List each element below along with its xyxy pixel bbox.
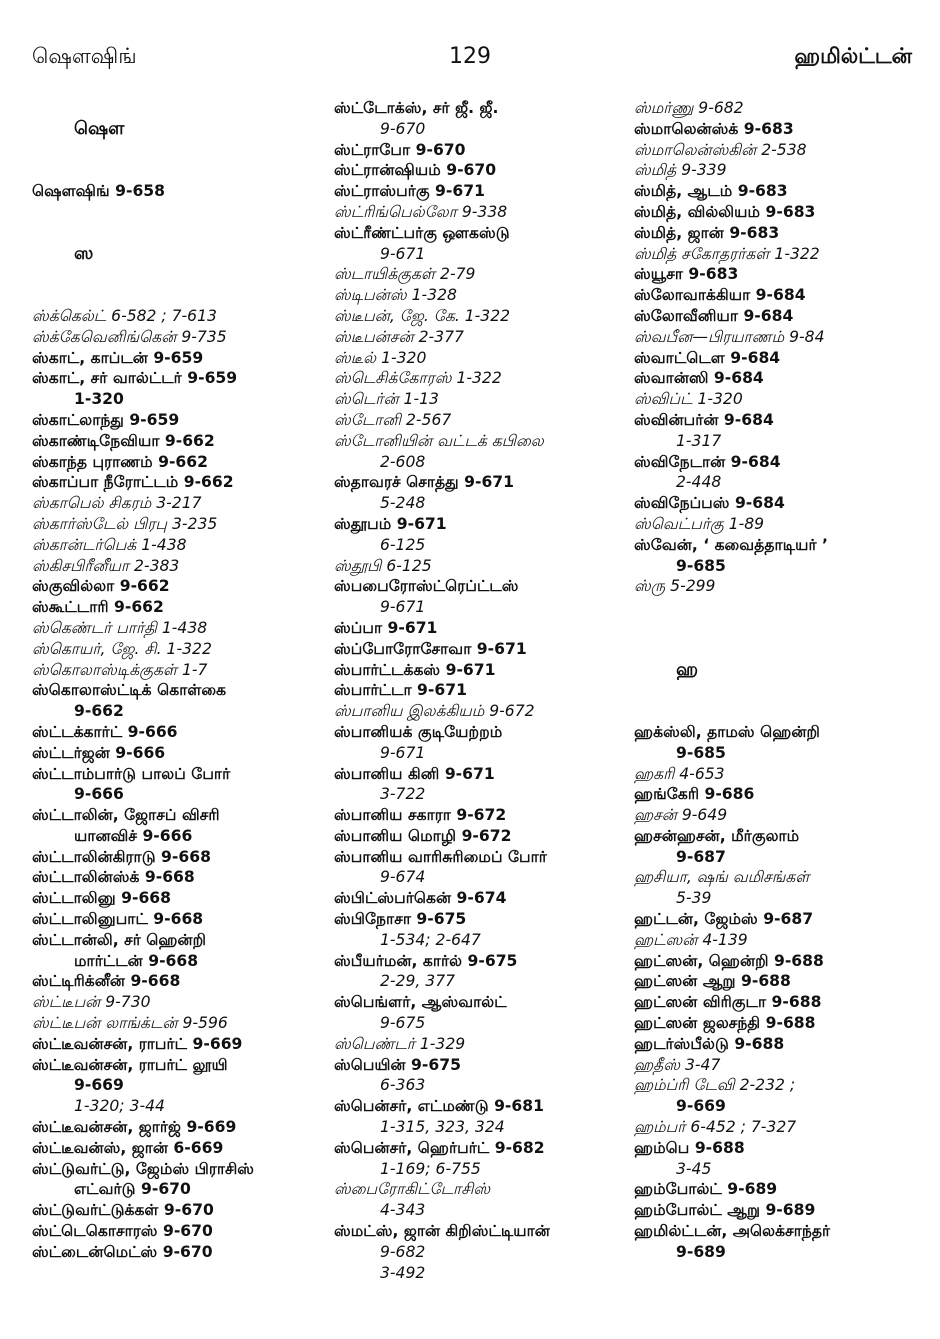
index-entry: ஸ்கெண்டர் பார்தி 1-438: [32, 618, 208, 637]
index-entry: ஸ்பென்சர், எட்மண்டு 9-681: [334, 1097, 544, 1116]
spacer: [32, 202, 327, 223]
index-entry: ஹம்பெ 9-688: [634, 1138, 745, 1157]
index-entry: ஸ்பார்ட்டக்கஸ் 9-671: [334, 660, 496, 679]
index-entry: ஸ்மித் 9-339: [634, 161, 727, 180]
spacer: [634, 680, 934, 701]
index-entry: ஸ்ட்டுவர்ட்டு, ஜேம்ஸ் பிராசிஸ்: [32, 1159, 255, 1178]
spacer: [32, 285, 327, 306]
spacer: [32, 98, 327, 119]
index-entry: ஸ்டீல் 1-320: [334, 348, 427, 367]
index-entry: ஸ்ப்பா 9-671: [334, 618, 438, 637]
index-entry: 9-671: [380, 743, 426, 762]
index-entry: ஸ்காட்லாந்து 9-659: [32, 410, 180, 429]
index-entry: எட்வர்டு 9-670: [74, 1180, 191, 1199]
index-entry: 9-674: [380, 868, 426, 887]
index-entry: ஸ்ட்ராபோ 9-670: [334, 140, 466, 159]
index-entry: 1-534; 2-647: [380, 930, 481, 949]
index-entry: 2-29, 377: [380, 972, 456, 991]
index-entry: ஸ்ப்போரோசோவா 9-671: [334, 639, 527, 658]
index-entry: ஸ்ட்ராஸ்பர்கு 9-671: [334, 182, 485, 201]
index-entry: 9-669: [74, 1076, 124, 1095]
index-entry: ஸ்ரு 5-299: [634, 577, 716, 596]
index-entry: ஸ்பானிய கினி 9-671: [334, 764, 495, 783]
index-entry: 5-39: [676, 889, 712, 908]
index-entry: ஸ்ட்டர்ஜன் 9-666: [32, 743, 166, 762]
index-entry: ஸ்மர்ணு 9-682: [634, 99, 744, 117]
index-entry: ஸ்காட், காப்டன் 9-659: [32, 348, 204, 367]
spacer: [634, 597, 934, 618]
index-entry: ஸ்பைரோகிட்டோசிஸ்: [334, 1180, 491, 1199]
index-entry: ஸ்கொலாஸ்டிக்குகள் 1-7: [32, 660, 208, 679]
index-entry: ஸ்ட்டுவர்ட்டுக்கள் 9-670: [32, 1201, 214, 1220]
index-entry: ஸ்மித் சகோதரர்கள் 1-322: [634, 244, 820, 263]
index-entry: ஹங்கேரி 9-686: [634, 785, 755, 804]
index-entry: 9-685: [676, 556, 726, 575]
index-entry: ஸ்ட்டாலின், ஜோசப் விசரி: [32, 806, 220, 825]
index-entry: ஸ்பபைரோஸ்ட்ரெப்ட்டஸ்: [334, 577, 519, 596]
index-entry: ஹக்ஸ்லி, தாமஸ் ஹென்றி: [634, 722, 820, 741]
letter-heading: ஸ: [74, 243, 94, 264]
index-entry: ஹட்டன், ஜேம்ஸ் 9-687: [634, 910, 814, 929]
index-entry: ஸ்மாலென்ஸ்க் 9-683: [634, 119, 794, 138]
index-entry: 3-722: [380, 785, 426, 804]
running-head-right: ஹமில்ட்டன்: [794, 44, 912, 68]
index-entry: ஹம்பர் 6-452 ; 7-327: [634, 1118, 797, 1137]
index-entry: ஹதீஸ் 3-47: [634, 1055, 721, 1074]
index-column-2: [334, 98, 634, 1283]
index-entry: ஸ்ட்டாலினுபாட் 9-668: [32, 910, 204, 929]
index-entry: ஸ்ட்டாலினு 9-668: [32, 889, 171, 908]
index-entry: ஸ்ட்டீவன்சன், ராபர்ட் லூயி: [32, 1055, 228, 1074]
index-entry: ஸ்க்கெல்ட் 6-582 ; 7-613: [32, 306, 217, 325]
index-entry: 1-320: [74, 390, 124, 409]
index-entry: 9-675: [380, 1014, 426, 1033]
index-entry: ஸ்குவில்லா 9-662: [32, 577, 170, 596]
index-entry: ஸ்லோவாக்கியா 9-684: [634, 286, 806, 305]
index-entry: ஸ்ட்டீவன்சன், ராபர்ட் 9-669: [32, 1034, 243, 1053]
spacer: [634, 701, 934, 722]
index-entry: ஸ்பானிய சகாரா 9-672: [334, 806, 507, 825]
index-entry: ஸ்டெசிக்கோரஸ் 1-322: [334, 369, 502, 388]
index-entry: 9-685: [676, 743, 726, 762]
index-entry: ஸ்ட்டோக்ஸ், சர் ஜீ. ஜீ.: [334, 99, 499, 117]
index-entry: ஸ்காப்பா நீரோட்டம் 9-662: [32, 473, 234, 492]
index-entry: ஹசன்ஹசன், மீர்குலாம்: [634, 826, 800, 845]
index-entry: 9-671: [380, 244, 426, 263]
index-entry: 9-670: [380, 119, 426, 138]
index-entry: ஸ்க்கேவெனிங்கென் 9-735: [32, 327, 227, 346]
index-entry: 3-492: [380, 1263, 426, 1282]
index-entry: ஹட்ஸன் ஆறு 9-688: [634, 972, 791, 991]
index-entry: ஸ்கார்ஸ்டேல் பிரபு 3-235: [32, 514, 218, 533]
index-entry: ஹடர்ஸ்பீல்டு 9-688: [634, 1034, 785, 1053]
index-entry: 6-363: [380, 1076, 426, 1095]
index-entry: ஸ்டிபன்ஸ் 1-328: [334, 286, 457, 305]
index-entry: ஹம்ப்ரி டேவி 2-232 ;: [634, 1076, 796, 1095]
index-entry: ஹசியா, ஷங் வமிசங்கள்: [634, 868, 810, 887]
index-entry: ஹட்ஸன் 4-139: [634, 930, 748, 949]
index-entry: ஸ்ட்டைன்மெட்ஸ் 9-670: [32, 1242, 213, 1261]
index-entry: 5-248: [380, 494, 426, 513]
index-entry: ஸ்லோவீனியா 9-684: [634, 306, 794, 325]
index-entry: ஸ்மித், வில்லியம் 9-683: [634, 202, 816, 221]
letter-heading: ஹ: [676, 659, 699, 680]
running-head-left: ஷௌஷிங்: [32, 44, 137, 68]
index-entry: ஸ்டீபன், ஜே. கே. 1-322: [334, 306, 511, 325]
index-entry: ஸ்ட்டாலின்கிராடு 9-668: [32, 847, 211, 866]
index-entry: ஸ்பென்சர், ஹெர்பர்ட் 9-682: [334, 1138, 545, 1157]
index-entry: ஸ்ட்டக்கார்ட் 9-666: [32, 722, 178, 741]
index-entry: ஸ்கொலாஸ்ட்டிக் கொள்கை: [32, 681, 227, 700]
index-entry: ஸ்பீயர்மன், கார்ல் 9-675: [334, 951, 518, 970]
index-entry: ஸ்ட்ரீண்ட்பர்கு ஔகஸ்டு: [334, 223, 510, 242]
index-entry: ஸ்பிட்ஸ்பர்கென் 9-674: [334, 889, 507, 908]
index-entry: ஸ்கான்டர்பெக் 1-438: [32, 535, 187, 554]
index-entry: ஹசன் 9-649: [634, 806, 728, 825]
index-entry: ஸ்காபெல் சிகரம் 3-217: [32, 494, 202, 513]
index-entry: 9-687: [676, 847, 726, 866]
index-column-3: [634, 98, 934, 1263]
index-entry: ஸ்ட்டான்லி, சர் ஹென்றி: [32, 930, 207, 949]
index-entry: 2-448: [676, 473, 722, 492]
index-entry: ஸ்மித், ஜான் 9-683: [634, 223, 780, 242]
index-entry: 1-320; 3-44: [74, 1097, 165, 1116]
index-entry: ஸ்விநேப்பஸ் 9-684: [634, 494, 785, 513]
index-entry: 9-689: [676, 1242, 726, 1261]
index-entry: ஹம்போல்ட் 9-689: [634, 1180, 778, 1199]
spacer: [634, 639, 934, 660]
spacer: [32, 160, 327, 181]
index-entry: 9-662: [74, 702, 124, 721]
index-entry: யானவிச் 9-666: [74, 826, 193, 845]
index-entry: ஸ்பானியக் குடியேற்றம்: [334, 722, 503, 741]
index-entry: ஹட்ஸன், ஹென்றி 9-688: [634, 951, 824, 970]
index-entry: ஸ்ட்டிரிக்னீன் 9-668: [32, 972, 181, 991]
index-entry: 9-666: [74, 785, 124, 804]
index-entry: ஸ்யூசா 9-683: [634, 265, 739, 284]
index-entry: ஸ்பார்ட்டா 9-671: [334, 681, 467, 700]
index-entry: மார்ட்டன் 9-668: [74, 951, 199, 970]
index-entry: ஸ்பிநோசா 9-675: [334, 910, 467, 929]
spacer: [32, 264, 327, 285]
index-entry: ஸ்கொயர், ஜே. சி. 1-322: [32, 639, 212, 658]
index-entry: ஸ்ட்டீபன் 9-730: [32, 993, 151, 1012]
index-entry: ஸ்ட்டெகொசாரஸ் 9-670: [32, 1222, 213, 1241]
index-entry: ஹகரி 4-653: [634, 764, 725, 783]
index-entry: ஸ்தூபம் 9-671: [334, 514, 447, 533]
index-entry: ஸ்வேன், ‘ கவைத்தாடியர் ’: [634, 535, 828, 554]
index-entry: ஸ்தூபி 6-125: [334, 556, 432, 575]
index-entry: ஸ்வான்ஸி 9-684: [634, 369, 764, 388]
spacer: [32, 140, 327, 161]
index-entry: 2-608: [380, 452, 426, 471]
index-entry: ஸ்மட்ஸ், ஜான் கிறிஸ்ட்டியான்: [334, 1222, 550, 1241]
spacer: [634, 618, 934, 639]
index-entry: ஸ்ட்டீவன்ஸ், ஜான் 6-669: [32, 1138, 224, 1157]
index-entry: ஸ்டெர்ன் 1-13: [334, 390, 439, 409]
index-entry: ஸ்டோனியின் வட்டக் கபிலை: [334, 431, 544, 450]
index-entry: ஸ்வாட்டௌ 9-684: [634, 348, 781, 367]
index-entry: ஷௌஷிங் 9-658: [32, 182, 166, 201]
index-entry: 1-169; 6-755: [380, 1159, 481, 1178]
index-entry: ஸ்பெயின் 9-675: [334, 1055, 461, 1074]
index-entry: ஸ்பெங்ளர், ஆஸ்வால்ட்: [334, 993, 507, 1012]
index-entry: ஹமில்ட்டன், அலெக்சாந்தர்: [634, 1222, 831, 1241]
index-entry: 4-343: [380, 1201, 426, 1220]
index-entry: 9-669: [676, 1097, 726, 1116]
index-entry: 6-125: [380, 535, 426, 554]
spacer: [32, 223, 327, 244]
index-entry: ஸ்விநேடான் 9-684: [634, 452, 781, 471]
index-entry: ஸ்ட்டீபன் லாங்க்டன் 9-596: [32, 1014, 228, 1033]
index-entry: ஸ்காந்த புராணம் 9-662: [32, 452, 208, 471]
index-entry: ஸ்ட்டாம்பார்டு பாலப் போர்: [32, 764, 231, 783]
index-entry: 9-671: [380, 598, 426, 617]
index-entry: ஸ்ட்டாலின்ஸ்க் 9-668: [32, 868, 195, 887]
index-entry: ஸ்தாவரச் சொத்து 9-671: [334, 473, 514, 492]
index-entry: ஹம்போல்ட் ஆறு 9-689: [634, 1201, 816, 1220]
index-entry: ஸ்வின்பர்ன் 9-684: [634, 410, 774, 429]
index-entry: ஸ்வபீன—பிரயாணம் 9-84: [634, 327, 825, 346]
index-entry: ஸ்காண்டிநேவியா 9-662: [32, 431, 215, 450]
index-entry: ஹட்ஸன் ஜலசந்தி 9-688: [634, 1014, 816, 1033]
index-entry: ஸ்பானிய வாரிசுரிமைப் போர்: [334, 847, 547, 866]
letter-heading: ஷௌ: [74, 118, 125, 139]
index-entry: 3-45: [676, 1159, 712, 1178]
index-entry: ஸ்விப்ட் 1-320: [634, 390, 743, 409]
index-column-1: [32, 98, 327, 1263]
index-entry: ஸ்டாயிக்குகள் 2-79: [334, 265, 476, 284]
index-entry: ஸ்டீபன்சன் 2-377: [334, 327, 464, 346]
index-entry: 1-317: [676, 431, 722, 450]
index-entry: ஸ்டோனி 2-567: [334, 410, 452, 429]
index-entry: ஸ்ட்ரான்ஷியம் 9-670: [334, 161, 497, 180]
page-number: 129: [449, 44, 491, 69]
index-entry: ஸ்பானிய மொழி 9-672: [334, 826, 512, 845]
index-entry: ஸ்வெட்பர்கு 1-89: [634, 514, 765, 533]
index-entry: ஸ்ட்ரிங்பெல்லோ 9-338: [334, 202, 508, 221]
index-entry: 9-682: [380, 1242, 426, 1261]
index-entry: ஹட்ஸன் விரிகுடா 9-688: [634, 993, 822, 1012]
index-entry: ஸ்பெண்டர் 1-329: [334, 1034, 466, 1053]
index-entry: ஸ்மித், ஆடம் 9-683: [634, 182, 788, 201]
index-entry: ஸ்ட்டீவன்சன், ஜார்ஜ் 9-669: [32, 1118, 237, 1137]
index-entry: ஸ்கிசபிரீனீயா 2-383: [32, 556, 180, 575]
index-entry: ஸ்காட், சர் வால்ட்டர் 9-659: [32, 369, 238, 388]
index-entry: ஸ்கூட்டாரி 9-662: [32, 598, 164, 617]
index-entry: 1-315, 323, 324: [380, 1118, 505, 1137]
index-entry: ஸ்பானிய இலக்கியம் 9-672: [334, 702, 535, 721]
index-entry: ஸ்மாலென்ஸ்கின் 2-538: [634, 140, 807, 159]
